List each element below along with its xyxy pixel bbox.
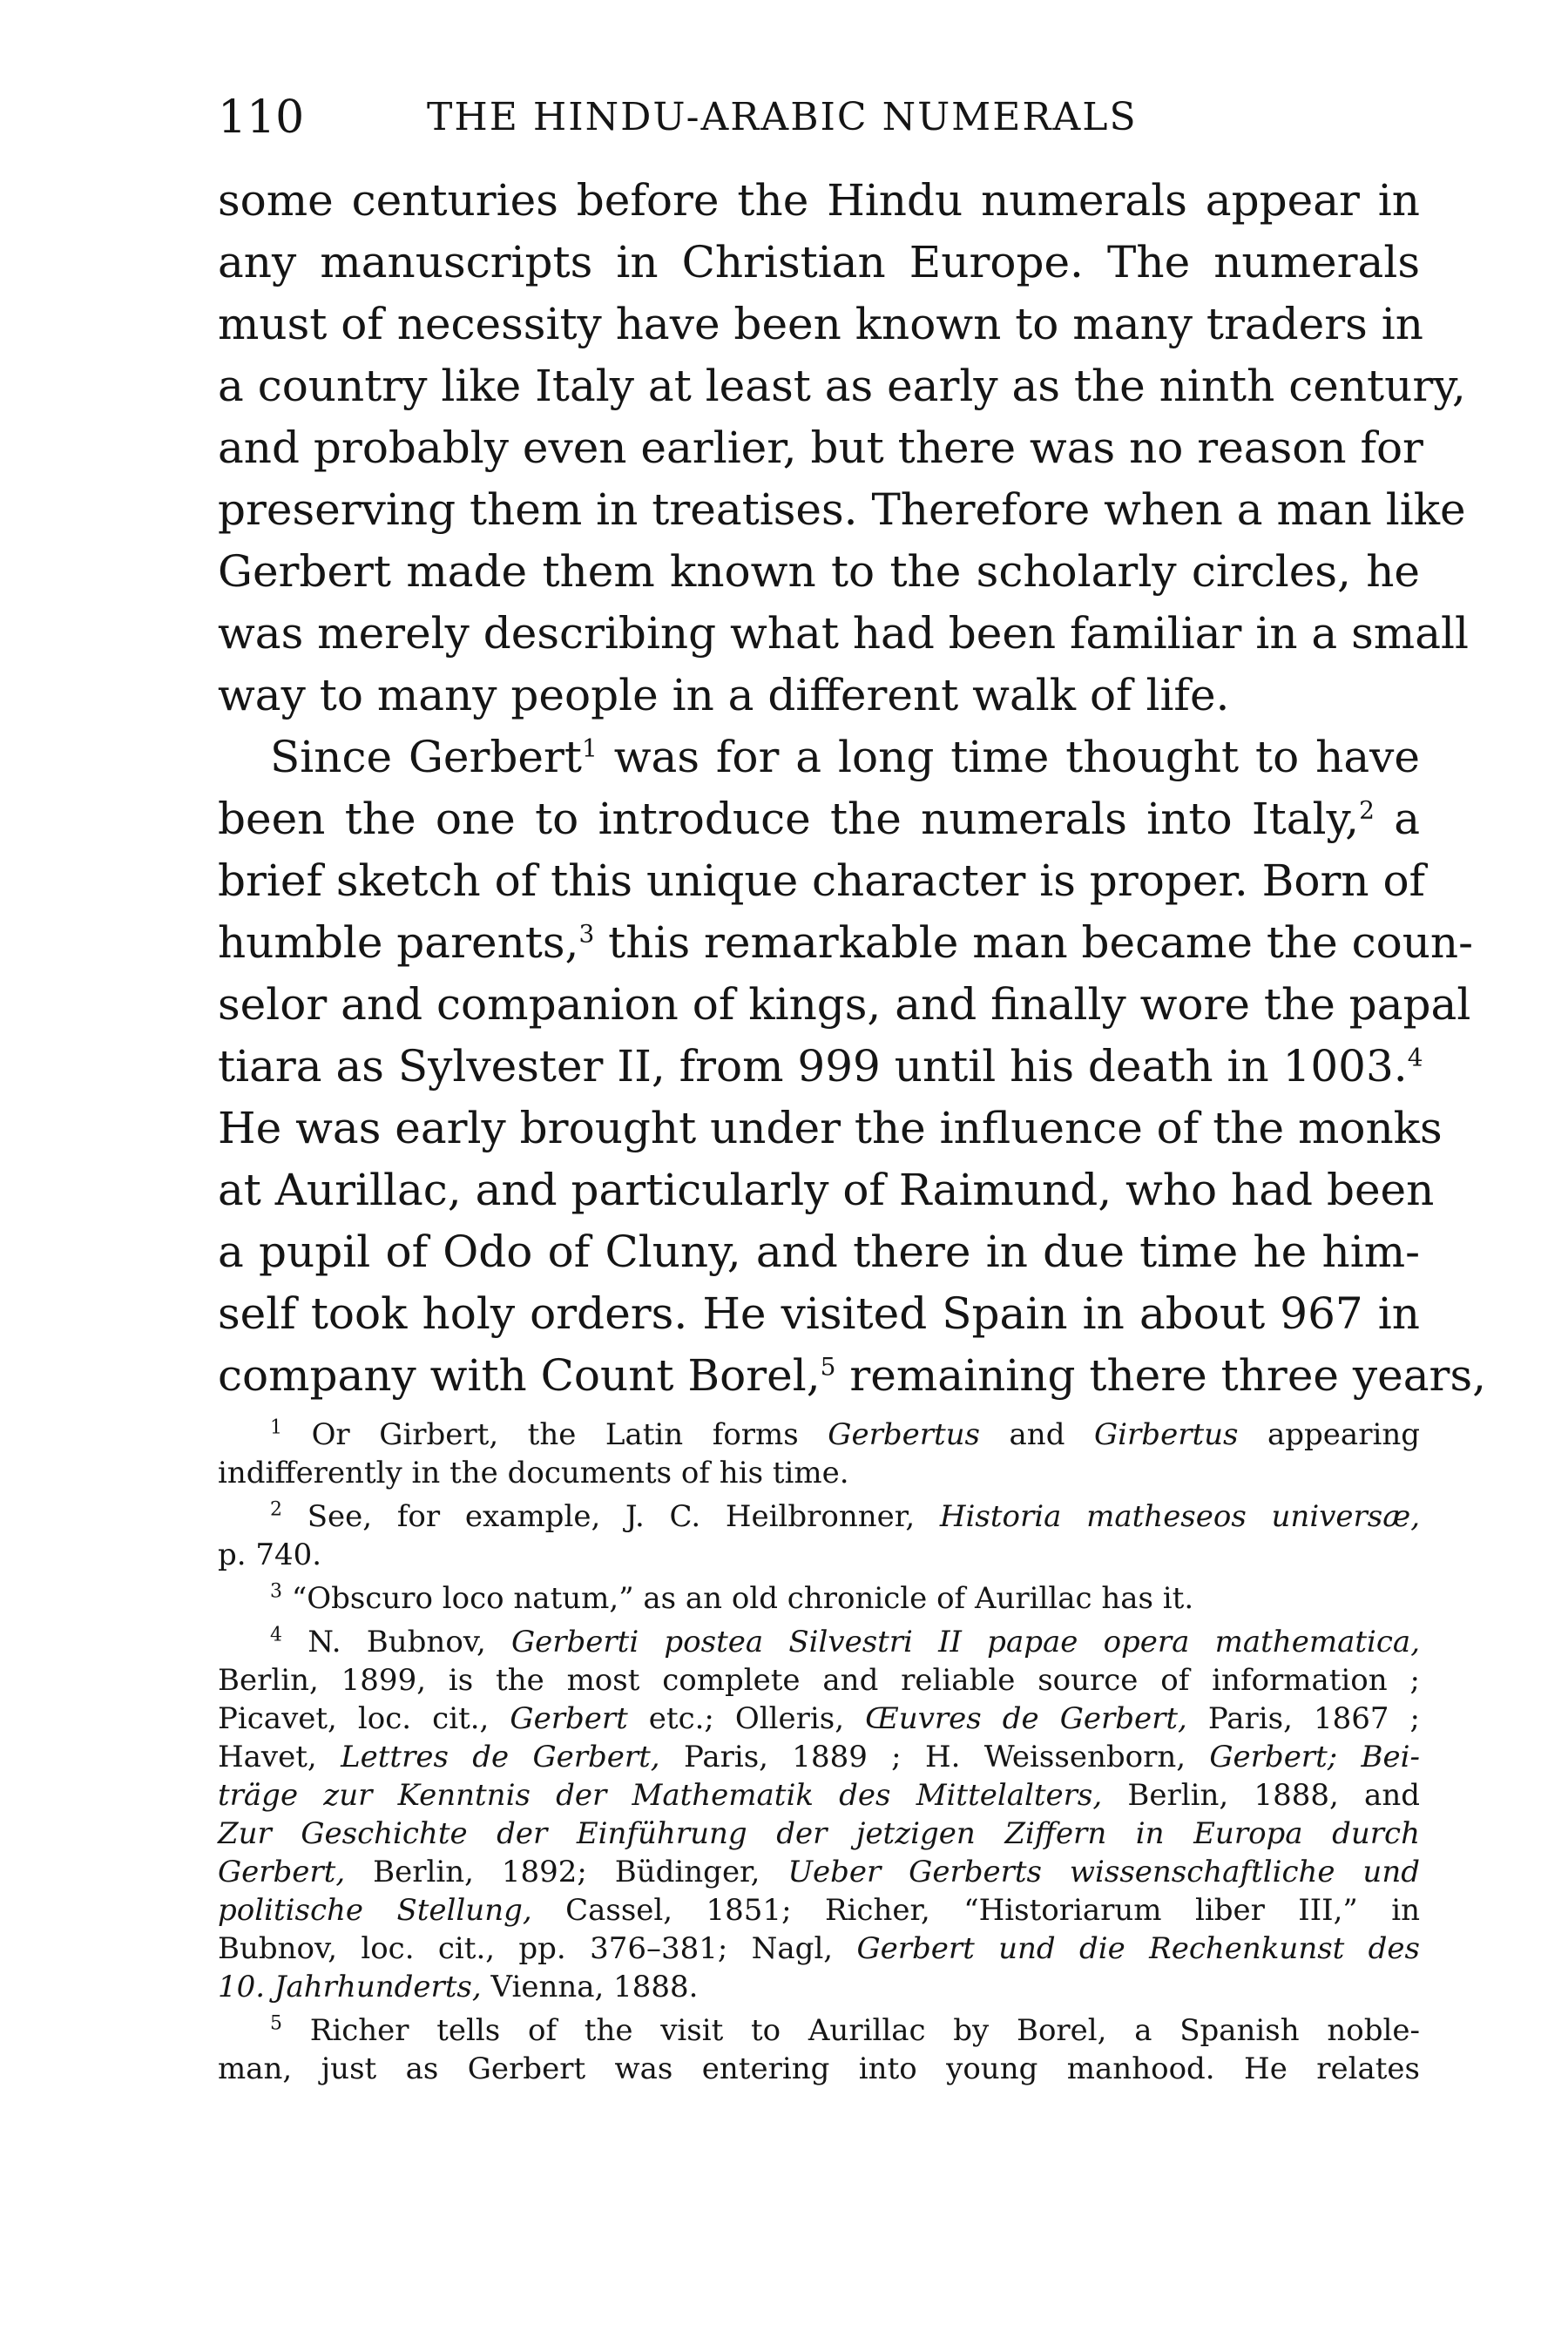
footnote-2 [218, 1497, 1420, 1536]
footnote-ref: 5 [820, 1352, 836, 1382]
text-run: Gerbert [510, 1701, 628, 1736]
body-line: self took holy orders. He visited Spain in about 967 in [218, 1288, 1420, 1339]
text-run: Œuvres de Gerbert, [865, 1701, 1187, 1736]
body-line: a country like Italy at least as early as the ninth century, [218, 361, 1466, 411]
footnote-line [218, 1776, 1420, 1815]
footnote-line: man, just as Gerbert was entering into young manhood. He relates [218, 2051, 1420, 2086]
text-run: Since Gerbert [270, 732, 582, 782]
footnote-mark: 5 [270, 2012, 282, 2035]
text-run: Gerbert und die Rechenkunst des [856, 1931, 1420, 1966]
body-line: selor and companion of kings, and finally wore the papal [218, 979, 1471, 1030]
footnote-line [218, 1853, 1420, 1891]
body-text [218, 170, 1487, 1407]
footnote-mark: 4 [270, 1624, 282, 1646]
footnote-line: Berlin, 1899, is the most complete and reliable source of information ; [218, 1663, 1420, 1698]
text-run: etc.; Olleris, [627, 1701, 866, 1736]
text-run: remaining there three years, [835, 1350, 1487, 1401]
body-line: He was early brought under the influence of the monks [218, 1103, 1443, 1153]
footnote-ref: 4 [1407, 1043, 1423, 1072]
body-line: must of necessity have been known to many traders in [218, 299, 1423, 349]
footnotes [218, 1416, 1420, 2088]
body-line: and probably even earlier, but there was no reason for [218, 422, 1423, 473]
footnote-ref: 2 [1359, 795, 1375, 825]
text-run: Zur Geschichte der Einführung der jetzigen Ziffern in Europa durch [218, 1816, 1420, 1851]
body-line: Gerbert made them known to the scholarly circles, he [218, 546, 1420, 597]
text-run: humble parents, [218, 917, 579, 968]
page-header [218, 87, 1420, 148]
text-run: Gerbert; Bei- [1209, 1740, 1420, 1774]
text-run: Havet, [218, 1740, 341, 1774]
text-run: and [979, 1417, 1095, 1452]
text-run: a [1374, 794, 1421, 844]
text-run: Berlin, 1888, and [1102, 1778, 1420, 1813]
text-run: Or Girbert, the Latin forms [311, 1417, 828, 1452]
footnote-mark: 3 [270, 1580, 282, 1603]
footnote-ref: 1 [581, 733, 598, 763]
text-run: Richer tells of the visit to Aurillac by Borel, a Spanish noble- [309, 2013, 1421, 2048]
text-run: tiara as Sylvester II, from 999 until his death in 1003. [218, 1041, 1408, 1092]
text-run: Berlin, 1892; Büdinger, [345, 1855, 788, 1889]
body-line [218, 1036, 1423, 1098]
text-run: “Obscuro loco natum,” as an old chronicle of Aurillac has it. [291, 1581, 1194, 1616]
text-run: Paris, 1867 ; [1186, 1701, 1420, 1736]
body-line: a pupil of Odo of Cluny, and there in due time he him- [218, 1227, 1420, 1277]
footnote-1 [218, 1416, 1420, 1454]
body-line [218, 1345, 1487, 1407]
body-line: way to many people in a different walk of life. [218, 670, 1230, 720]
footnote-ref: 3 [578, 919, 595, 949]
body-line: any manuscripts in Christian Europe. The numerals [218, 237, 1420, 287]
body-line: preserving them in treatises. Therefore when a man like [218, 484, 1466, 535]
body-line: some centuries before the Hindu numerals appear in [218, 175, 1420, 226]
footnote-mark: 2 [270, 1498, 282, 1521]
body-line: brief sketch of this unique character is proper. Born of [218, 855, 1426, 906]
text-run: See, for example, J. C. Heilbronner, [307, 1499, 940, 1534]
footnote-line [218, 1700, 1420, 1738]
text-run: Historia matheseos universæ, [939, 1499, 1421, 1534]
footnote-line [218, 1968, 1420, 2006]
footnote-line: indifferently in the documents of his time. [218, 1456, 849, 1490]
text-run: politische Stellung, [218, 1893, 532, 1928]
footnote-mark: 1 [270, 1416, 282, 1439]
text-run: N. Bubnov, [308, 1625, 511, 1659]
text-run: Cassel, 1851; Richer, “Historiarum liber III,” in [531, 1893, 1420, 1928]
body-line: was merely describing what had been familiar in a small [218, 608, 1469, 659]
page-number: 110 [218, 91, 305, 144]
footnote-line [218, 1891, 1420, 1930]
text-run: Ueber Gerberts wissenschaftliche und [787, 1855, 1420, 1889]
text-run: Paris, 1889 ; H. Weissenborn, [659, 1740, 1210, 1774]
text-run: Bubnov, loc. cit., pp. 376–381; Nagl, [218, 1931, 857, 1966]
footnote-line [218, 1738, 1420, 1776]
body-line [218, 788, 1420, 850]
text-run: Gerberti postea Silvestri II papae opera mathematica, [510, 1625, 1420, 1659]
text-run: träge zur Kenntnis der Mathematik des Mittelalters, [218, 1778, 1103, 1813]
body-line [218, 727, 1420, 788]
text-run: Vienna, 1888. [481, 1970, 699, 2004]
footnote-5 [218, 2011, 1420, 2050]
text-run: company with Count Borel, [218, 1350, 821, 1401]
running-title: THE HINDU-ARABIC NUMERALS [427, 95, 1138, 139]
footnote-line: p. 740. [218, 1538, 322, 1572]
text-run: Gerbert, [218, 1855, 346, 1889]
text-run: was for a long time thought to have [597, 732, 1420, 782]
text-run: this remarkable man became the coun- [594, 917, 1474, 968]
footnote-3 [218, 1579, 1420, 1618]
text-run: Gerbertus [828, 1417, 980, 1452]
text-run: Girbertus [1094, 1417, 1239, 1452]
text-run: Picavet, loc. cit., [218, 1701, 510, 1736]
text-run: been the one to introduce the numerals into Italy, [218, 794, 1360, 844]
footnote-line [218, 1930, 1420, 1968]
text-run: Lettres de Gerbert, [341, 1740, 660, 1774]
text-run: appearing [1238, 1417, 1420, 1452]
body-line: at Aurillac, and particularly of Raimund, who had been [218, 1165, 1435, 1215]
text-run: 10. Jahrhunderts, [218, 1970, 482, 2004]
body-line [218, 912, 1474, 974]
footnote-line [218, 1815, 1420, 1853]
footnote-4 [218, 1623, 1420, 1661]
